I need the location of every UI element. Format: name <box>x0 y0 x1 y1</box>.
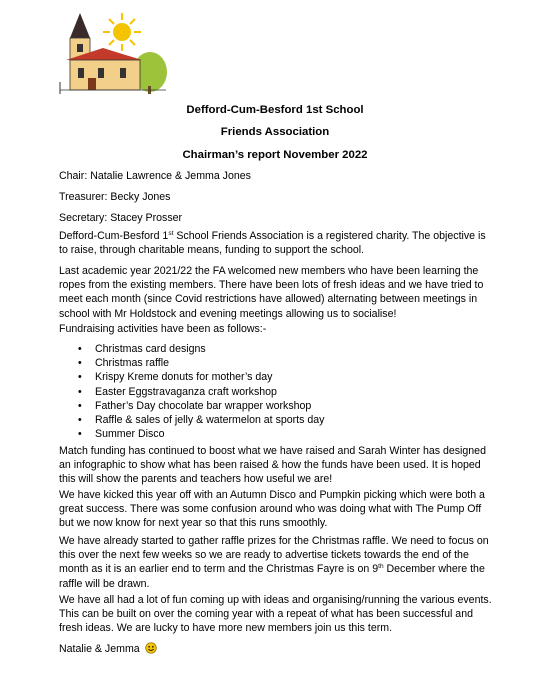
smiley-face-icon <box>145 642 157 654</box>
raffle-paragraph <box>59 534 497 591</box>
autumn-disco-paragraph: We have kicked this year off with an Autumn Disco and Pumpkin picking which were both a great success. There was some confusion around who was doing what with The Pump Off but we now know for next year so that this runs smoothly. <box>59 489 485 530</box>
secretary-line: Secretary: Stacey Prosser <box>59 212 183 224</box>
list-item: • Raffle & sales of jelly & watermelon at sports day <box>78 413 324 427</box>
school-name-heading: Defford-Cum-Besford 1st School <box>186 104 364 116</box>
academic-year-paragraph: Last academic year 2021/22 the FA welcomed new members who have been learning the ropes from the existing members. There have been lots of fresh ideas and we have tried to meet each month (since Covid restrictions have allowed) alternating between meetings in school with Mr Holdstock and evening meetings allowing us to socialise! <box>59 265 484 320</box>
raffle-superscript: th <box>378 563 384 571</box>
fundraising-intro: Fundraising activities have been as follows:- <box>59 323 267 335</box>
treasurer-line: Treasurer: Becky Jones <box>59 191 171 203</box>
list-item: • Father’s Day chocolate bar wrapper workshop <box>78 399 324 413</box>
report-title-heading: Chairman’s report November 2022 <box>182 149 368 161</box>
charity-text-end: School Friends Association is a registered charity. The objective is to raise, through charitable means, funding to support the school. <box>59 230 486 257</box>
list-item: • Christmas raffle <box>78 356 324 370</box>
activities-list <box>78 342 324 441</box>
chair-line: Chair: Natalie Lawrence & Jemma Jones <box>59 170 251 182</box>
raffle-text-end: December where the raffle will be drawn. <box>59 563 485 590</box>
list-item: • Summer Disco <box>78 427 324 441</box>
list-item: • Christmas card designs <box>78 342 324 356</box>
charity-superscript: st <box>168 230 174 237</box>
list-item: • Krispy Kreme donuts for mother’s day <box>78 370 324 384</box>
association-heading: Friends Association <box>220 126 330 138</box>
list-item: • Easter Eggstravaganza craft workshop <box>78 385 324 399</box>
signoff-text: Natalie & Jemma <box>59 643 140 655</box>
raffle-text-start: We have already started to gather raffle prizes for the Christmas raffle. We need to focus on this over the next few weeks so we are ready to advertise tickets towards the end of the month as it is an earlier end to term and the Christmas Fayre is on 9 <box>59 535 489 576</box>
match-funding-paragraph: Match funding has continued to boost what we have raised and Sarah Winter has designed an infographic to show what has been raised & how the funds have been used. It is hoped this will show the parents and teachers how useful we are! <box>59 445 486 486</box>
closing-paragraph: We have all had a lot of fun coming up with ideas and organising/running the various events. This can be built on over the coming year with a repeat of what has been successful and fresh ideas. We are lucky to have more new members join us this term. <box>59 594 492 635</box>
signoff-line <box>59 642 497 656</box>
charity-text-start: Defford-Cum-Besford 1 <box>59 230 169 242</box>
charity-paragraph <box>59 229 497 257</box>
school-church-logo-icon <box>58 8 168 96</box>
